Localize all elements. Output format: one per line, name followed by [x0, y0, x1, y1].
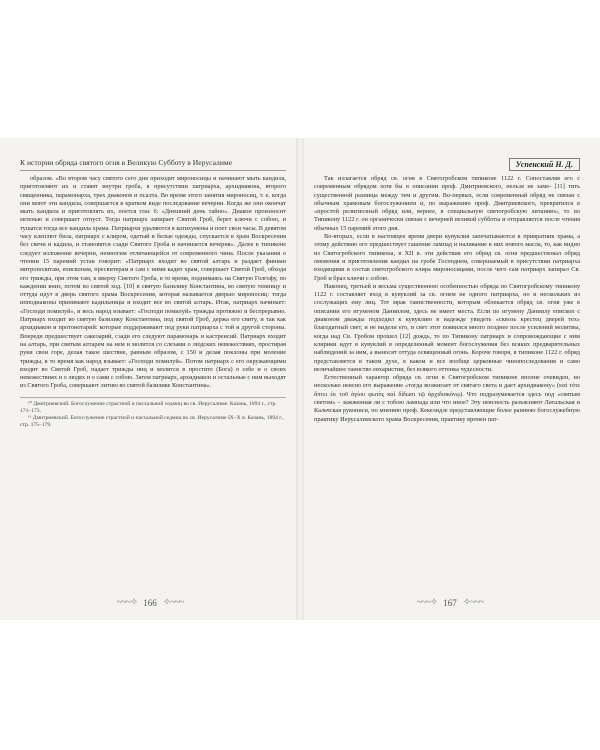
paragraph: Естественный характер обряда св. огня в Святогробском типиконе вполне очевиден, но несколько неясно его выражение «тогда возжигает от святаго света и дает архидиакону» (καὶ τότε ἅπτει ἐκ τοῦ ἁγίου φωτὸς καὶ δίδωσι τῷ ἀρχιδιακόνῳ). Что подразумевается здесь под «святым светом» – зажженная ли с тобою лампада или что иное? Эту неясность разъясняют Латальская и Кальчская рукописи, по мнению проф. Кекелидзе представляющие более раннюю богослужебную практику Иерусалимского храма Воскресения, практику времен пат- — [314, 374, 580, 423]
running-head: К истории обряда святого огня в Великую Субботу в Иерусалиме — [20, 158, 286, 171]
paragraph: Наконец, третьей и весьма существенною особенностью обряда по Святогробскому типикону 1122 г. составляет вход в кувуклий за св. огнем не одного патриарха, но и нескольких из сослужащих ему лиц. Тот мрак таинственности, которым облекается обряд св. огня уже в описании его игуменом Даниилом, здесь не имеет места. Если по игумену Даниилу епископ с диаконом дважды подходил к кувуклию в надежде увидеть «сквозь крестец дверей тех» благодатный свет, и не видели его, и свет этот появился много позднее после усилений молитвы, когда над Св. Гробом прошел [12] дождь, то по Типикону патриарх и сопровождающие с ним клирики идут в кувуклий в определенный момент богослужения без всяких предварительных наблюдений за ним, а выносят оттуда освященный огонь. Короче говоря, в типиконе 1122 г. обряд представляется в таком духе, в каком и все вообще церковные чинопоследования и само величайшее таинство евхаристии, без всякого оттенка чудесности. — [314, 282, 580, 373]
running-head-right — [314, 158, 580, 171]
paragraph: образом. «Во втором часу святого сего дня приходят мироносицы и начинают мыть кандила, приготовляют их и ставят внутри гроба, в присутствии патриарха, архидиакона, второго священника, парамонарха, трех диаконов и псалта. Во время этого занятия мироносиц, т. е. когда они моют эти кандила, совершается в кратком виде последование вечерни. Когда же они окончат мыть кандила и приготовлять их, поется глас 6: «Днешний день тайно». Диакон произносит ектенью и совершает отпуст. Тогда патриарх запирает Святой Гроб, берет ключи с собою, и тушатся тогда все кандила храма. Патриархи удаляются в катихумены и поет свои часы. В девятом часу клеплют била, патриарх с клиром, одетый в белые одежды, спускается в храм Воскресения без свечи и кадила, и становятся сзади Святого Гроба и начинается вечерня». Далее в типиконе следует изложение вечерни, немногим отличающейся от современного чина. После указания о чтении 15 паремий устав говорит: «Патриарх входит во святой алтарь и раздает финиан митрополитам, епископам, пресвитерам и сам с ними кадит храм, совершает Святой Гроб, обходя его трижды, при этом там, к вверху Святого Гроба, в то время, поднимаясь на Святую Голгофу, по каждении вниз, потом во святой ход. [10] в святую базилику Константина, во святую темницу и оттуда идут в дверь святого храма Воскресения, которая называется дверью мироносиц: тогда ипподиаконы принимают кадильницы и входит все во святой алтарь. Итак, патриарх начинает: «Господи помилуй», и весь народ взывает: «Господи помилуй» трижды протяжно и беспрерывно. Патриарх входит во святую базилику Константина, под святой Гроб, держа его свиту, и так как архидиакон и протонотарий: которые поддерживают под руки патриарха с той и другой стороны. Впереди предшествует сакеларий, сзади его следуют парамонарь и кастренсий. Патриарх входит на алтарь, при святым алтарем на нем и молится со слезами о людских невежествиях, простирая руки свои горе, делая такое шествие, равным образом, с 150 и делая поклоны при моление трижды, в то время как народ взывает: «Господи помилуй». Потом патриарх с его окружающими входит во Святой Гроб, падает трижды ниц и молится в простите (Бога) о себе и о своих невежествиях и о людях и о сами с собою. Затем патриарх, архидиакон и остальные с ним выходят из Святого Гроба, совершают литию во святой базилике Константина». — [20, 175, 286, 390]
ornament-right-icon: ✧~~~ — [162, 597, 184, 608]
footnote: ¹⁰ Дмитриевский. Богослужение страстной и пасхальной седмиц во св. Иерусалиме. Казань, 1894 г., стр. 171–173. — [20, 400, 277, 414]
ornament-left-icon: ~~~✧ — [116, 597, 138, 608]
paragraph: Так излагается обряд св. огня в Святогробском типиконе 1122 г. Сопоставляя его с современным обрядом хотя бы в описании проф. Дмитриевского, нельзя не заме- [11] тить существенной разницы между тем и другим. Во-первых, если современный обряд не связан с обычным храмовым богослужением и, по выражению проф. Дмитриевского, превратился в «простой религиозный обряд или, вернее, в специальную святогробскую литанию», то по Типикону 1122 г. он органически связан с вечерней великой субботы и отправляется после чтения обычных 15 паремий этого дня. — [314, 175, 580, 232]
left-page — [0, 138, 300, 620]
body-text — [20, 175, 286, 391]
ornament-left-icon: ~~~✧ — [416, 597, 438, 608]
book-spread — [0, 138, 600, 620]
author-label: Успенский Н. Д. — [509, 158, 580, 171]
footnotes — [20, 397, 286, 430]
paragraph: Во-вторых, если в настоящее время двери кувуклия запечатываются в привратник храма, а этому действию его предшествует гашение лампад и наливание в них нового масла, то, как видно из Святогробского типикона, в XII в. эти действия его обряд св. огня предшествовал обряд омовения и приготовления кандил на гробе Господнем, совершаемый в присутствии патриарха входящими в состав святогробского клира мироносицами, после чего сам патриарх запирал Св. Гроб и брал ключи с собою. — [314, 233, 580, 282]
page-folio — [300, 597, 600, 608]
right-page — [300, 138, 600, 620]
ornament-right-icon: ✧~~~ — [462, 597, 484, 608]
page-number: 167 — [443, 597, 457, 608]
page-number: 166 — [143, 597, 157, 608]
footnote: ¹¹ Дмитриевский. Богослужение страстной и пасхальной седмиц во св. Иерусалиме IX–X в. Казань, 1894 г., стр. 175–179. — [20, 415, 284, 429]
page-folio — [0, 597, 300, 608]
body-text — [314, 175, 580, 424]
